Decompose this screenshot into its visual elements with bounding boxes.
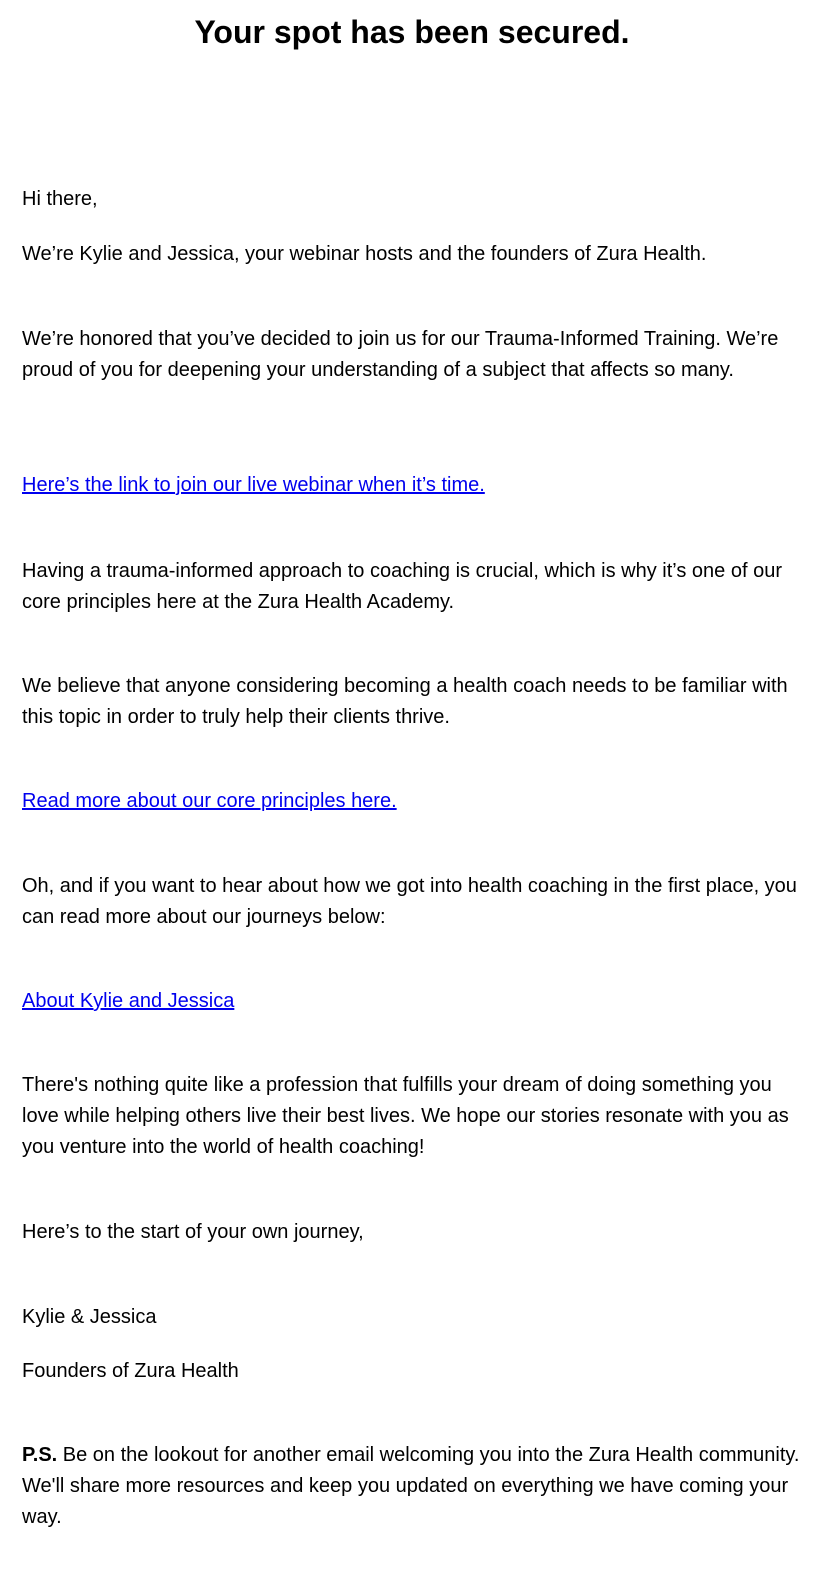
webinar-link[interactable]: Here’s the link to join our live webinar when it’s time. (22, 474, 485, 496)
ps-text: Be on the lookout for another email welcoming you into the Zura Health community. We'll share more resources and keep you updated on everything we have coming your way. (22, 1444, 800, 1528)
about-founders-link[interactable]: About Kylie and Jessica (22, 990, 235, 1012)
profession-paragraph: There's nothing quite like a profession that fulfills your dream of doing something you love while helping others live their best lives. We hope our stories resonate with you as you venture into the world of health coaching! (22, 1074, 789, 1158)
page-title: Your spot has been secured. (194, 14, 630, 50)
ps-label: P.S. (22, 1444, 58, 1466)
journeys-paragraph: Oh, and if you want to hear about how we got into health coaching in the first place, you can read more about our journeys below: (22, 875, 797, 928)
core-principles-link[interactable]: Read more about our core principles here. (22, 790, 397, 812)
ps-paragraph (22, 1440, 807, 1533)
approach-paragraph: Having a trauma-informed approach to coaching is crucial, which is why it’s one of our core principles here at the Zura Health Academy. (22, 560, 782, 613)
greeting-text: Hi there, (22, 188, 98, 210)
signature-title: Founders of Zura Health (22, 1360, 239, 1382)
closing-line: Here’s to the start of your own journey, (22, 1221, 364, 1243)
principles-link-paragraph (22, 786, 807, 817)
believe-paragraph: We believe that anyone considering becoming a health coach needs to be familiar with this topic in order to truly help their clients thrive. (22, 675, 788, 728)
honored-paragraph: We’re honored that you’ve decided to join us for our Trauma-Informed Training. We’re proud of you for deepening your understanding of a subject that affects so many. (22, 328, 779, 381)
signature-names: Kylie & Jessica (22, 1306, 157, 1328)
webinar-link-paragraph (22, 470, 807, 501)
intro-paragraph: We’re Kylie and Jessica, your webinar hosts and the founders of Zura Health. (22, 243, 707, 265)
about-link-paragraph (22, 986, 807, 1017)
